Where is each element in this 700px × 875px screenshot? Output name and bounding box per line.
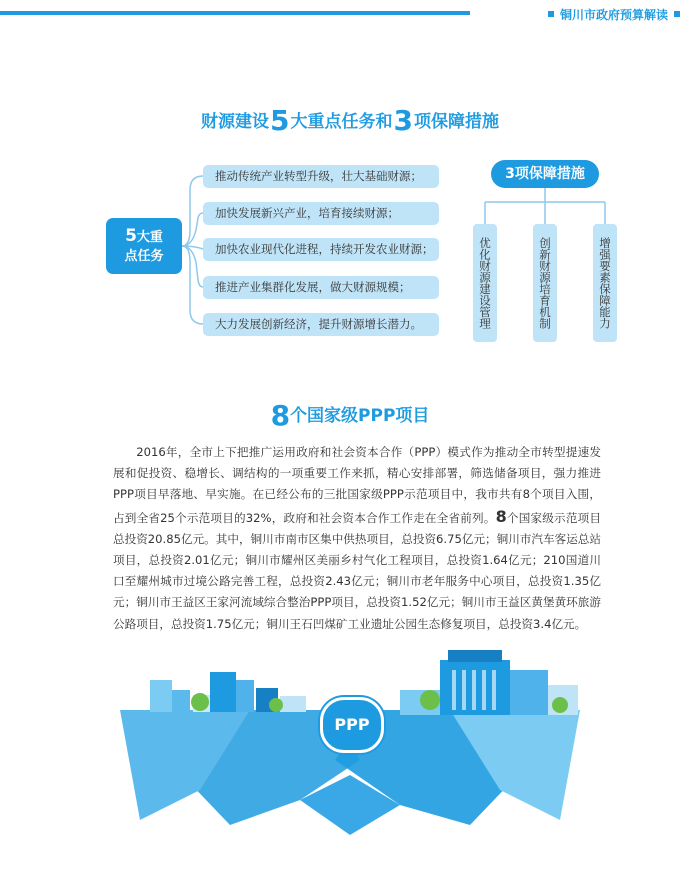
ppp-badge: PPP [320,697,384,753]
title-number: 5 [270,104,290,137]
paragraph-text: 2016年，全市上下把推广运用政府和社会资本合作（PPP）模式作为推动全市转型提速发展和促投资、稳增长、调结构的一项重要工作来抓，精心安排部署，筛选储备项目，强力推进PPP项目早落地、早实施。在已经公布的三批国家级PPP示范项目中，我市共有8个项目入围，占到全省25个示范项目的32%，政府和社会资本合作工作走在全省前列。 [113,445,601,525]
title-text: 财源建设 [201,112,270,132]
section-title-ppp [0,399,700,432]
title-text: 大重点任务和 [290,112,393,132]
hub-number: 5 [125,225,137,246]
title-number: 8 [270,399,291,432]
paragraph-text: 个国家级示范项目总投资20.85亿元。其中，铜川市南市区集中供热项目，总投资6.75亿元；铜川市汽车客运总站项目，总投资2.01亿元；铜川市耀州区美丽乡村气化工程项目，总投资1.64亿元；210国道川口至耀州城市过境公路完善工程，总投资2.43亿元；铜川市老年服务中心项目，总投资1.35亿元；铜川市王益区王家河流域综合整治PPP项目，总投资1.52亿元；铜川市王益区黄堡黄环旅游公路项目，总投资1.75亿元；铜川王石凹煤矿工业遗址公园生态修复项目，总投资3.4亿元。 [113,510,601,631]
title-text: 个国家级PPP项目 [290,406,430,426]
right-buildings [400,650,578,715]
measure-item: 创新财源培育机制 [533,224,557,342]
title-text: 项保障措施 [413,112,499,132]
left-buildings [150,672,306,712]
task-item: 加快发展新兴产业，培育接续财源； [203,202,439,225]
hub-label-line2: 点任务 [124,248,164,264]
five-tasks-hub [106,218,182,274]
task-item: 推进产业集群化发展，做大财源规模； [203,276,439,299]
city-handshake-illustration [0,650,700,875]
title-number: 3 [393,104,413,137]
header-title: 铜川市政府预算解读 [559,7,668,22]
measure-item: 增强要素保障能力 [593,224,617,342]
task-item: 加快农业现代化进程，持续开发农业财源； [203,238,439,261]
task-item: 大力发展创新经济，提升财源增长潜力。 [203,313,439,336]
paragraph-highlight-number: 8 [495,506,507,526]
hub-label-line1: 大重 [136,229,163,245]
body-paragraph [113,442,601,635]
measures-title: 3项保障措施 [491,160,599,188]
measure-item: 优化财源建设管理 [473,224,497,342]
task-item: 推动传统产业转型升级，壮大基础财源； [203,165,439,188]
